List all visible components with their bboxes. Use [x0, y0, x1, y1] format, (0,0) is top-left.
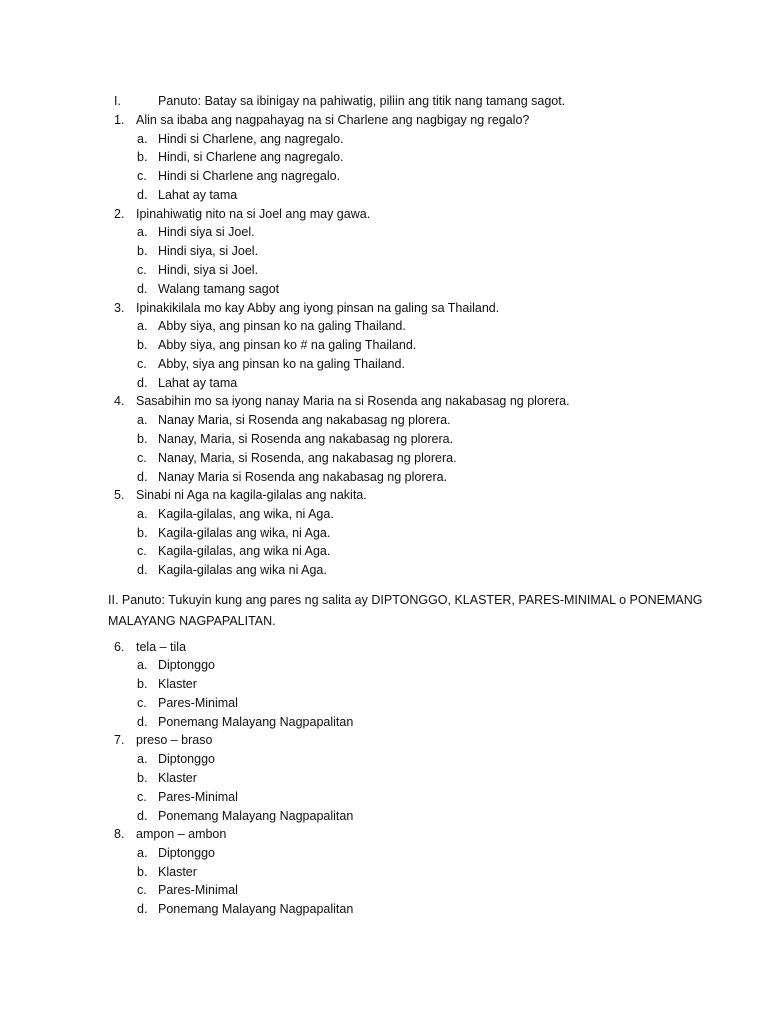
question-7-choice-a: Diptonggo: [158, 752, 215, 766]
question-6-choice-d-letter: d.: [137, 715, 148, 729]
question-2-text: Ipinahiwatig nito na si Joel ang may gawa.: [136, 207, 371, 221]
question-3-choice-d: Lahat ay tama: [158, 376, 238, 390]
question-7-choice-d: Ponemang Malayang Nagpapalitan: [158, 809, 354, 823]
question-5-choice-a-letter: a.: [137, 507, 148, 521]
question-1-choice-b-letter: b.: [137, 150, 148, 164]
question-1-choice-a-letter: a.: [137, 132, 148, 146]
question-6-choice-d: Ponemang Malayang Nagpapalitan: [158, 715, 354, 729]
question-8-choice-b-letter: b.: [137, 865, 148, 879]
question-2-choice-c: Hindi, siya si Joel.: [158, 263, 259, 277]
question-8-choice-c-letter: c.: [137, 883, 147, 897]
question-1-choice-d-letter: d.: [137, 188, 148, 202]
question-8-choice-d: Ponemang Malayang Nagpapalitan: [158, 902, 354, 916]
question-8-choice-b: Klaster: [158, 865, 197, 879]
question-2-number: 2.: [114, 207, 125, 221]
question-7-choice-d-letter: d.: [137, 809, 148, 823]
question-4-text: Sasabihin mo sa iyong nanay Maria na si Rosenda ang nakabasag ng plorera.: [136, 394, 570, 408]
question-6-choice-a-letter: a.: [137, 658, 148, 672]
question-6-choice-b: Klaster: [158, 677, 197, 691]
question-5-text: Sinabi ni Aga na kagila-gilalas ang nakita.: [136, 488, 367, 502]
question-3-choice-a-letter: a.: [137, 319, 148, 333]
question-3-choice-c: Abby, siya ang pinsan ko na galing Thailand.: [158, 357, 405, 371]
question-7-number: 7.: [114, 733, 125, 747]
question-7-choice-a-letter: a.: [137, 752, 148, 766]
question-4-number: 4.: [114, 394, 125, 408]
question-4-choice-c: Nanay, Maria, si Rosenda, ang nakabasag ng plorera.: [158, 451, 457, 465]
question-3-choice-b: Abby siya, ang pinsan ko # na galing Thailand.: [158, 338, 417, 352]
question-4-choice-d-letter: d.: [137, 470, 148, 484]
question-7-text: preso – braso: [136, 733, 213, 747]
question-2-choice-d-letter: d.: [137, 282, 148, 296]
question-6-choice-c-letter: c.: [137, 696, 147, 710]
question-4-choice-c-letter: c.: [137, 451, 147, 465]
question-8-number: 8.: [114, 827, 125, 841]
question-2-choice-a: Hindi siya si Joel.: [158, 225, 255, 239]
question-2-choice-d: Walang tamang sagot: [158, 282, 280, 296]
question-2-choice-b: Hindi siya, si Joel.: [158, 244, 259, 258]
question-1-choice-d: Lahat ay tama: [158, 188, 238, 202]
question-3-choice-b-letter: b.: [137, 338, 148, 352]
question-5-choice-c-letter: c.: [137, 544, 147, 558]
question-8-text: ampon – ambon: [136, 827, 227, 841]
question-5-number: 5.: [114, 488, 125, 502]
question-8-choice-a-letter: a.: [137, 846, 148, 860]
question-3-choice-a: Abby siya, ang pinsan ko na galing Thailand.: [158, 319, 406, 333]
question-1-choice-b: Hindi, si Charlene ang nagregalo.: [158, 150, 344, 164]
question-5-choice-d: Kagila-gilalas ang wika ni Aga.: [158, 563, 327, 577]
question-5-choice-d-letter: d.: [137, 563, 148, 577]
question-8-choice-a: Diptonggo: [158, 846, 215, 860]
question-3-choice-c-letter: c.: [137, 357, 147, 371]
question-3-number: 3.: [114, 301, 125, 315]
question-3-choice-d-letter: d.: [137, 376, 148, 390]
question-8-choice-c: Pares-Minimal: [158, 883, 238, 897]
section-2-instruction: II. Panuto: Tukuyin kung ang pares ng salita ay DIPTONGGO, KLASTER, PARES-MINIMAL o PONEMANG MALAYANG NAGPAPALITAN.: [108, 593, 703, 628]
question-7-choice-c-letter: c.: [137, 790, 147, 804]
question-5-choice-b: Kagila-gilalas ang wika, ni Aga.: [158, 526, 331, 540]
question-8-choice-d-letter: d.: [137, 902, 148, 916]
question-7-choice-b: Klaster: [158, 771, 197, 785]
question-5-choice-b-letter: b.: [137, 526, 148, 540]
question-1-choice-c: Hindi si Charlene ang nagregalo.: [158, 169, 341, 183]
question-1-choice-a: Hindi si Charlene, ang nagregalo.: [158, 132, 344, 146]
question-4-choice-b-letter: b.: [137, 432, 148, 446]
question-1-number: 1.: [114, 113, 125, 127]
question-6-number: 6.: [114, 640, 125, 654]
question-4-choice-d: Nanay Maria si Rosenda ang nakabasag ng plorera.: [158, 470, 448, 484]
question-2-choice-a-letter: a.: [137, 225, 148, 239]
question-6-choice-a: Diptonggo: [158, 658, 215, 672]
question-2-choice-c-letter: c.: [137, 263, 147, 277]
question-5-choice-a: Kagila-gilalas, ang wika, ni Aga.: [158, 507, 334, 521]
section-1-instruction: Panuto: Batay sa ibinigay na pahiwatig, piliin ang titik nang tamang sagot.: [158, 94, 566, 108]
question-7-choice-b-letter: b.: [137, 771, 148, 785]
question-6-text: tela – tila: [136, 640, 187, 654]
question-4-choice-b: Nanay, Maria, si Rosenda ang nakabasag ng plorera.: [158, 432, 454, 446]
question-2-choice-b-letter: b.: [137, 244, 148, 258]
question-3-text: Ipinakikilala mo kay Abby ang iyong pinsan na galing sa Thailand.: [136, 301, 500, 315]
section-1-numeral: I.: [114, 94, 121, 108]
question-4-choice-a-letter: a.: [137, 413, 148, 427]
question-5-choice-c: Kagila-gilalas, ang wika ni Aga.: [158, 544, 331, 558]
question-1-choice-c-letter: c.: [137, 169, 147, 183]
question-6-choice-c: Pares-Minimal: [158, 696, 238, 710]
question-6-choice-b-letter: b.: [137, 677, 148, 691]
question-1-text: Alin sa ibaba ang nagpahayag na si Charlene ang nagbigay ng regalo?: [136, 113, 530, 127]
question-4-choice-a: Nanay Maria, si Rosenda ang nakabasag ng plorera.: [158, 413, 451, 427]
question-7-choice-c: Pares-Minimal: [158, 790, 238, 804]
